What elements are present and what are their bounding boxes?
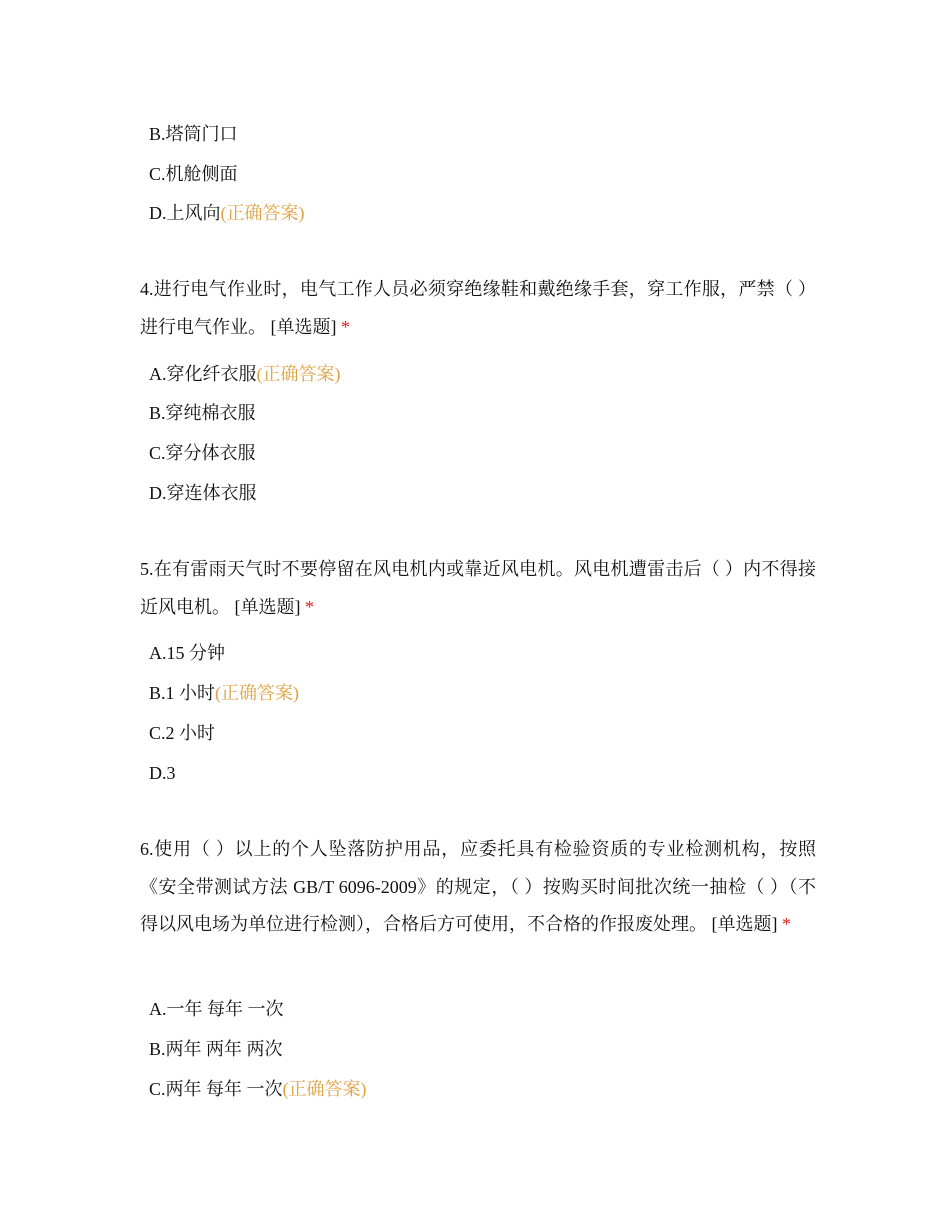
q3-option-c: [149, 162, 238, 186]
option-text: D.3: [149, 763, 176, 783]
q4-option-b: [149, 401, 256, 425]
question-text: 6.使用（ ）以上的个人坠落防护用品，应委托具有检验资质的专业检测机构，按照《安全带测试方法 GB/T 6096-2009》的规定，（ ）按购买时间批次统一抽检（ ）（不得以风电场为单位进行检测），合格后方可使用，不合格的作报废处理。 [单选题]: [140, 839, 816, 934]
option-text: C.2 小时: [149, 723, 216, 743]
required-marker: *: [305, 596, 314, 617]
correct-answer-marker: (正确答案): [220, 203, 305, 223]
correct-answer-marker: (正确答案): [256, 364, 341, 384]
option-text: D.穿连体衣服: [149, 483, 257, 503]
question-4: [140, 271, 816, 346]
required-marker: *: [341, 316, 350, 337]
question-text: 4.进行电气作业时，电气工作人员必须穿绝缘鞋和戴绝缘手套，穿工作服，严禁（ ）进行电气作业。 [单选题]: [140, 279, 816, 337]
q4-option-a: [149, 362, 341, 386]
q5-option-d: [149, 761, 176, 785]
q3-option-b: [149, 122, 238, 146]
option-text: B.穿纯棉衣服: [149, 403, 256, 423]
required-marker: *: [782, 914, 791, 934]
q6-option-c: [149, 1077, 367, 1101]
option-text: A.一年 每年 一次: [149, 999, 284, 1019]
option-text: C.穿分体衣服: [149, 443, 256, 463]
q4-option-d: [149, 481, 257, 505]
correct-answer-marker: (正确答案): [282, 1079, 367, 1099]
correct-answer-marker: (正确答案): [215, 683, 300, 703]
option-text: A.15 分钟: [149, 643, 225, 663]
option-text: A.穿化纤衣服: [149, 364, 257, 384]
question-text: 5.在有雷雨天气时不要停留在风电机内或靠近风电机。风电机遭雷击后（ ）内不得接近风电机。 [单选题]: [140, 559, 816, 617]
q4-option-c: [149, 441, 256, 465]
q5-option-c: [149, 721, 215, 745]
q6-option-a: [149, 997, 284, 1021]
q6-option-b: [149, 1037, 283, 1061]
option-text: C.机舱侧面: [149, 164, 238, 184]
option-text: B.塔筒门口: [149, 124, 238, 144]
option-text: B.1 小时: [149, 683, 216, 703]
option-text: C.两年 每年 一次: [149, 1079, 283, 1099]
question-6: [140, 831, 816, 944]
q3-option-d: [149, 201, 305, 225]
q5-option-a: [149, 641, 225, 665]
question-5: [140, 551, 816, 626]
option-text: B.两年 两年 两次: [149, 1039, 283, 1059]
q5-option-b: [149, 681, 299, 705]
option-text: D.上风向: [149, 203, 221, 223]
